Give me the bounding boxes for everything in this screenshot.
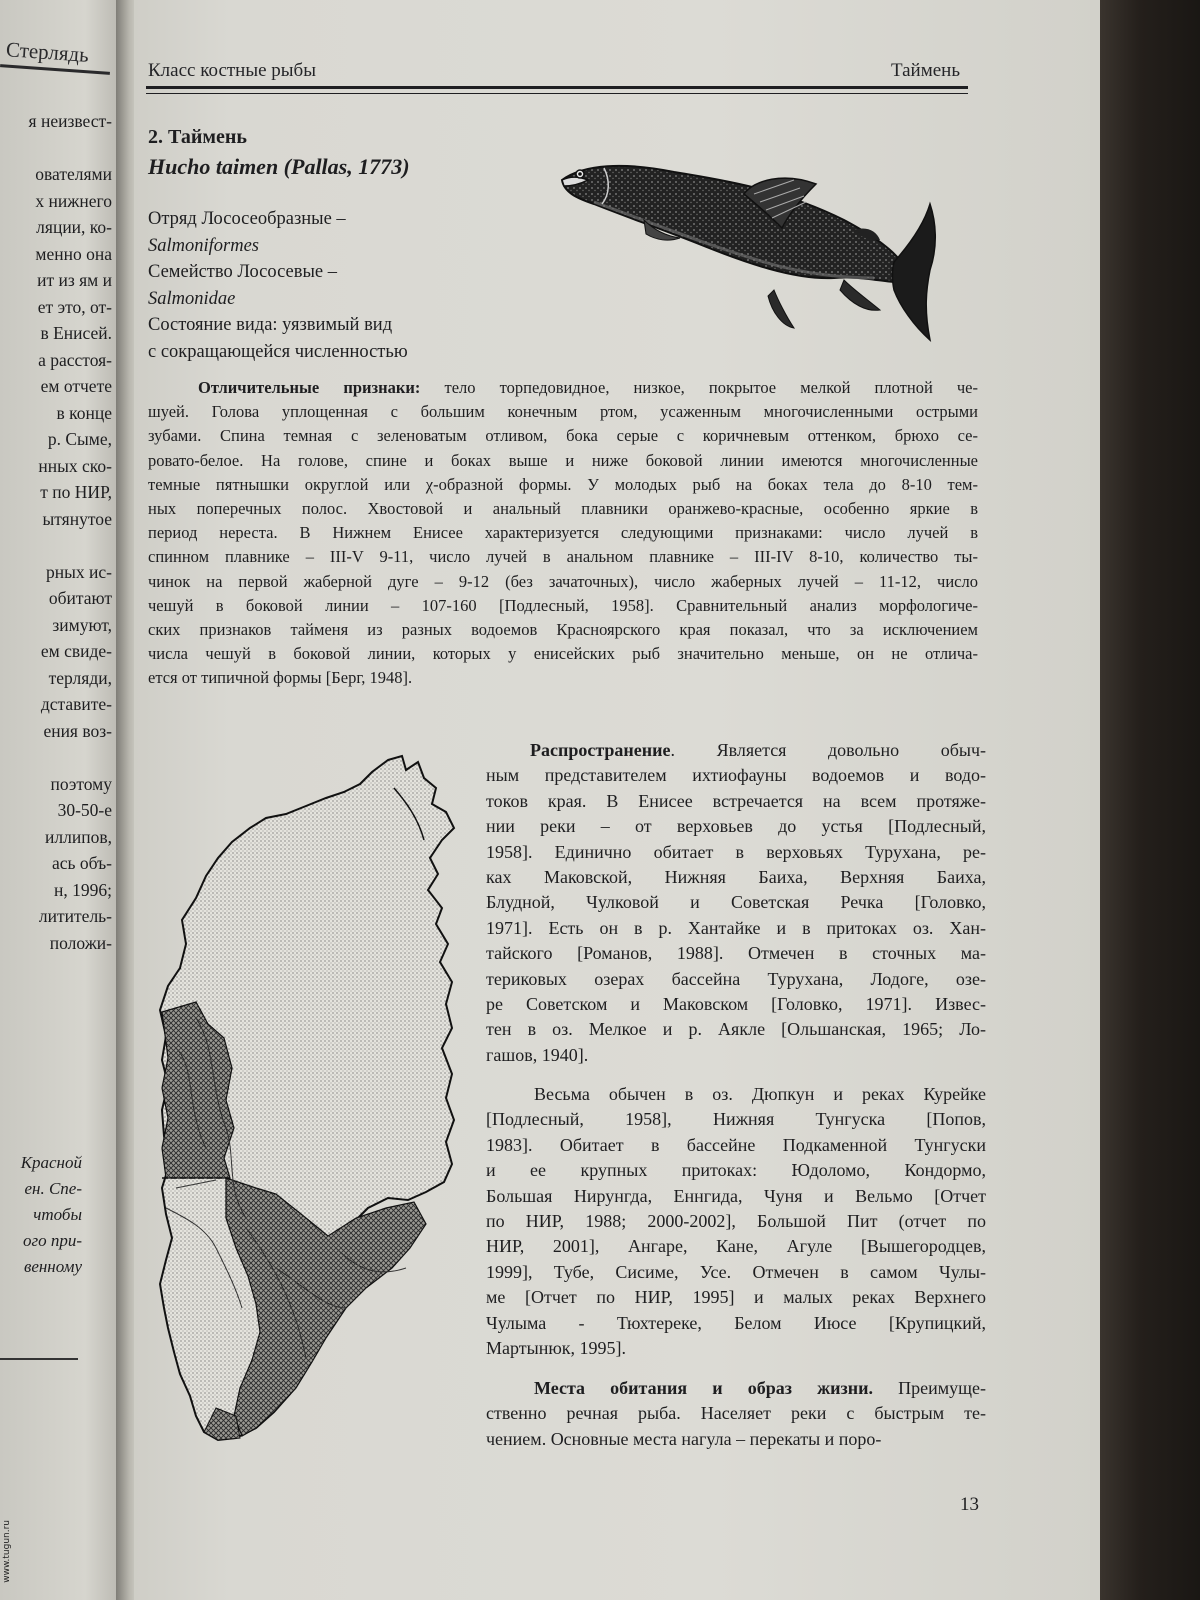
line-text: чешуй в боковой линии – 107-160 [Подлесный, 1958]. Сравнительный анализ морфологиче- [148, 595, 978, 615]
book-page [134, 0, 1100, 1600]
paragraph-line [486, 1133, 986, 1158]
previous-page-line: н, 1996; [54, 879, 112, 900]
paragraph-line [486, 1082, 986, 1107]
line-text: 1971]. Есть он в р. Хантайке и в притоках оз. Хан- [486, 917, 986, 938]
paragraph-line [486, 1336, 986, 1361]
line-text: ным представителем ихтиофауны водоемов и водо- [486, 765, 986, 786]
line-text: спинном плавнике – III-V 9-11, число лучей в анальном плавнике – III-IV 8-10, количество ты- [148, 547, 978, 567]
paragraph-line [148, 618, 978, 642]
paragraph-line [148, 424, 978, 448]
previous-page-text [0, 108, 112, 956]
previous-page-line: ытянутое [42, 508, 112, 529]
line-text: ственно речная рыба. Населяет реки с быстрым те- [486, 1403, 986, 1424]
distinguishing-features-paragraph [148, 376, 978, 691]
line-text: тело торпедовидное, низкое, покрытое мелкой плотной че- [420, 378, 978, 397]
line-text: чинок на первой жаберной дуге – 9-12 (без зачаточных), число жаберных лучей – 11-12, число [148, 571, 978, 591]
taxonomy-block [148, 206, 408, 365]
paragraph-line [486, 1401, 986, 1426]
previous-page-line: ит из ям и [37, 270, 112, 290]
line-text: ме [Отчет по НИР, 1995] и малых реках Верхнего [486, 1287, 986, 1308]
paragraph-line [486, 1043, 986, 1068]
paragraph-line [486, 1285, 986, 1310]
line-text: 1999], Тубе, Сисиме, Усе. Отмечен в самом Чулы- [486, 1261, 986, 1282]
distribution-paragraph-2 [486, 1082, 986, 1361]
paragraph-line [486, 1427, 986, 1452]
habitat-paragraph [486, 1376, 986, 1452]
paragraph-line [148, 376, 978, 400]
line-text: Мартынюк, 1995]. [486, 1338, 627, 1359]
background-edge [1100, 0, 1200, 1600]
paragraph-line [486, 1376, 986, 1401]
taxonomy-line: Salmoniformes [148, 235, 259, 256]
paragraph-line [486, 814, 986, 839]
line-text: тен в оз. Мелкое и р. Аякле [Ольшанская, 1965; Ло- [486, 1019, 986, 1040]
previous-page-line: ователями [35, 164, 112, 184]
previous-page-line: ась объ- [52, 853, 112, 873]
previous-page-header: Стерлядь [5, 37, 90, 67]
previous-page [0, 0, 122, 1600]
line-text: 1958]. Единично обитает в верховьях Турухана, ре- [486, 841, 986, 862]
paragraph-line [148, 594, 978, 618]
line-text: ных поперечных полос. Хвостовой и анальный плавники оранжево-красные, особенно яркие в [148, 499, 978, 519]
paragraph-line [486, 1209, 986, 1234]
previous-page-italic-text [0, 1150, 82, 1280]
line-text: Блудной, Чулковой и Советская Речка [Головко, [486, 892, 986, 913]
paragraph-line [486, 763, 986, 788]
previous-page-line: 30-50-е [57, 800, 112, 820]
line-text: зубами. Спина темная с зеленоватым отливом, бока серые с коричневым оттенком, брюхо се- [148, 426, 978, 446]
taxonomy-line: Состояние вида: уязвимый вид [148, 315, 393, 335]
previous-page-line: а расстоя- [38, 349, 112, 370]
line-text: тайского [Романов, 1988]. Отмечен в сточных ма- [486, 943, 986, 964]
paragraph-line [148, 449, 978, 473]
line-text: [Подлесный, 1958], Нижняя Тунгуска [Попов, [486, 1109, 986, 1130]
previous-page-line: дставите- [40, 694, 112, 714]
previous-page-line: в конце [56, 402, 112, 423]
footnote-rule [0, 1358, 78, 1360]
section-heading: Распространение [530, 740, 671, 760]
previous-page-line: лититель- [38, 906, 112, 926]
previous-page-line: нных ско- [38, 455, 112, 476]
paragraph-line [486, 1260, 986, 1285]
previous-page-line: х нижнего [35, 190, 112, 211]
line-text: ется от типичной формы [Берг, 1948]. [148, 668, 413, 688]
paragraph-line [486, 789, 986, 814]
header-rule [146, 86, 968, 89]
section-heading: Отличительные признаки: [198, 378, 421, 397]
distribution-range-map [156, 748, 456, 1448]
distribution-paragraph [486, 738, 986, 1068]
previous-page-line: ем отчете [40, 376, 112, 396]
species-latin-name: Hucho taimen (Pallas, 1773) [148, 154, 410, 179]
paragraph-line [148, 400, 978, 424]
paragraph-line [148, 570, 978, 594]
paragraph-line [148, 521, 978, 545]
line-text: Большая Нирунгда, Еннгида, Чуня и Вельмо [Отчет [486, 1185, 986, 1206]
previous-page-line: менно она [35, 243, 112, 264]
line-text: период нереста. В Нижнем Енисее характеризуется следующими признаками: число лучей в [148, 523, 978, 543]
previous-page-line [0, 744, 112, 771]
paragraph-line [486, 1158, 986, 1183]
line-text: нии реки – от верховьев до устья [Подлесный, [486, 816, 986, 837]
previous-page-line: иллипов, [45, 826, 112, 847]
previous-page-line: т по НИР, [40, 482, 112, 502]
previous-page-line: зимуют, [52, 614, 112, 635]
taxonomy-line: Семейство Лососевые – [148, 262, 337, 282]
previous-page-header-rule [0, 64, 110, 75]
taimen-fish-illustration [554, 150, 954, 360]
line-text: . Является довольно обыч- [670, 740, 986, 760]
previous-page-italic-line: чтобы [33, 1205, 82, 1224]
previous-page-line: терляди, [48, 667, 112, 688]
previous-page-line: обитают [48, 588, 112, 608]
taxonomy-line: Отряд Лососеобразные – [148, 209, 346, 229]
previous-page-line: я неизвест- [28, 111, 112, 131]
paragraph-line [486, 941, 986, 966]
running-header-left: Класс костные рыбы [148, 60, 316, 81]
previous-page-line: положи- [49, 932, 112, 953]
line-text: по НИР, 1988; 2000-2002], Большой Пит (отчет по [486, 1211, 986, 1232]
line-text: токов края. В Енисее встречается на всем протяже- [486, 790, 986, 811]
previous-page-line: рных ис- [46, 561, 112, 582]
paragraph-line [486, 1234, 986, 1259]
previous-page-line [0, 532, 112, 559]
line-text: ре Советском и Маковском [Головко, 1971]. Извес- [486, 994, 986, 1015]
line-text: Преимуще- [873, 1378, 986, 1398]
taxonomy-line: с сокращающейся численностью [148, 341, 408, 362]
paragraph-line [486, 1311, 986, 1336]
paragraph-line [148, 473, 978, 497]
line-text: териковых озерах бассейна Турухана, Лодоге, озе- [486, 968, 986, 989]
line-text: Чулыма - Тюхтереке, Белом Июсе [Крупицкий, [486, 1312, 986, 1333]
paragraph-line [148, 497, 978, 521]
paragraph-line [486, 1107, 986, 1132]
paragraph-line [486, 738, 986, 763]
previous-page-italic-line: венному [23, 1257, 82, 1276]
paragraph-line [148, 666, 978, 690]
paragraph-line [486, 840, 986, 865]
previous-page-italic-line: ен. Спе- [24, 1179, 82, 1198]
paragraph-line [486, 916, 986, 941]
taxonomy-line: Salmonidae [148, 288, 236, 309]
previous-page-italic-line: Красной [20, 1153, 82, 1172]
line-text: Весьма обычен в оз. Дюпкун и реках Курейке [534, 1084, 986, 1104]
line-text: гашов, 1940]. [486, 1044, 589, 1065]
previous-page-line: поэтому [50, 773, 112, 794]
watermark: www.tugun.ru [2, 1520, 12, 1583]
paragraph-line [486, 865, 986, 890]
previous-page-line: ляции, ко- [36, 217, 112, 237]
paragraph-line [486, 1184, 986, 1209]
line-text: темные пятнышки округлой или χ-образной формы. У молодых рыб на боках тела до 8-10 тем- [148, 474, 978, 494]
previous-page-line: ет это, от- [37, 296, 112, 317]
species-title: 2. Таймень [148, 126, 247, 148]
header-rule-thin [146, 93, 968, 94]
previous-page-line: в Енисей. [40, 323, 112, 343]
line-text: чением. Основные места нагула – перекаты и поро- [486, 1428, 882, 1449]
paragraph-line [486, 890, 986, 915]
paragraph-line [486, 1017, 986, 1042]
paragraph-line [486, 967, 986, 992]
line-text: и ее крупных притоках: Юдоломо, Кондормо, [486, 1160, 986, 1181]
line-text: НИР, 2001], Ангаре, Кане, Агуле [Вышегородцев, [486, 1236, 986, 1257]
line-text: 1983]. Обитает в бассейне Подкаменной Тунгуски [486, 1134, 986, 1155]
line-text: ских признаков тайменя из разных водоемов Красноярского края показал, что за исключением [148, 620, 978, 640]
section-heading: Места обитания и образ жизни. [534, 1378, 873, 1398]
running-header-right: Таймень [890, 60, 960, 81]
paragraph-line [486, 992, 986, 1017]
line-text: ровато-белое. На голове, спине и боках выше и ниже боковой линии имеются многочисленные [148, 450, 978, 470]
line-text: ках Маковской, Нижняя Баиха, Верхняя Баиха, [486, 867, 986, 888]
line-text: шуей. Голова уплощенная с большим конечным ртом, усаженным многочисленными острыми [148, 402, 978, 422]
previous-page-italic-line: ого при- [22, 1231, 82, 1250]
line-text: числа чешуй в боковой линии, которых у енисейских рыб значительно меньше, он не отлича- [148, 644, 978, 664]
previous-page-line: р. Сыме, [47, 429, 112, 449]
paragraph-line [148, 642, 978, 666]
previous-page-line: ения воз- [43, 720, 112, 741]
previous-page-line [0, 135, 112, 162]
page-number: 13 [960, 1494, 979, 1515]
paragraph-line [148, 545, 978, 569]
previous-page-line: ем свиде- [40, 641, 112, 661]
